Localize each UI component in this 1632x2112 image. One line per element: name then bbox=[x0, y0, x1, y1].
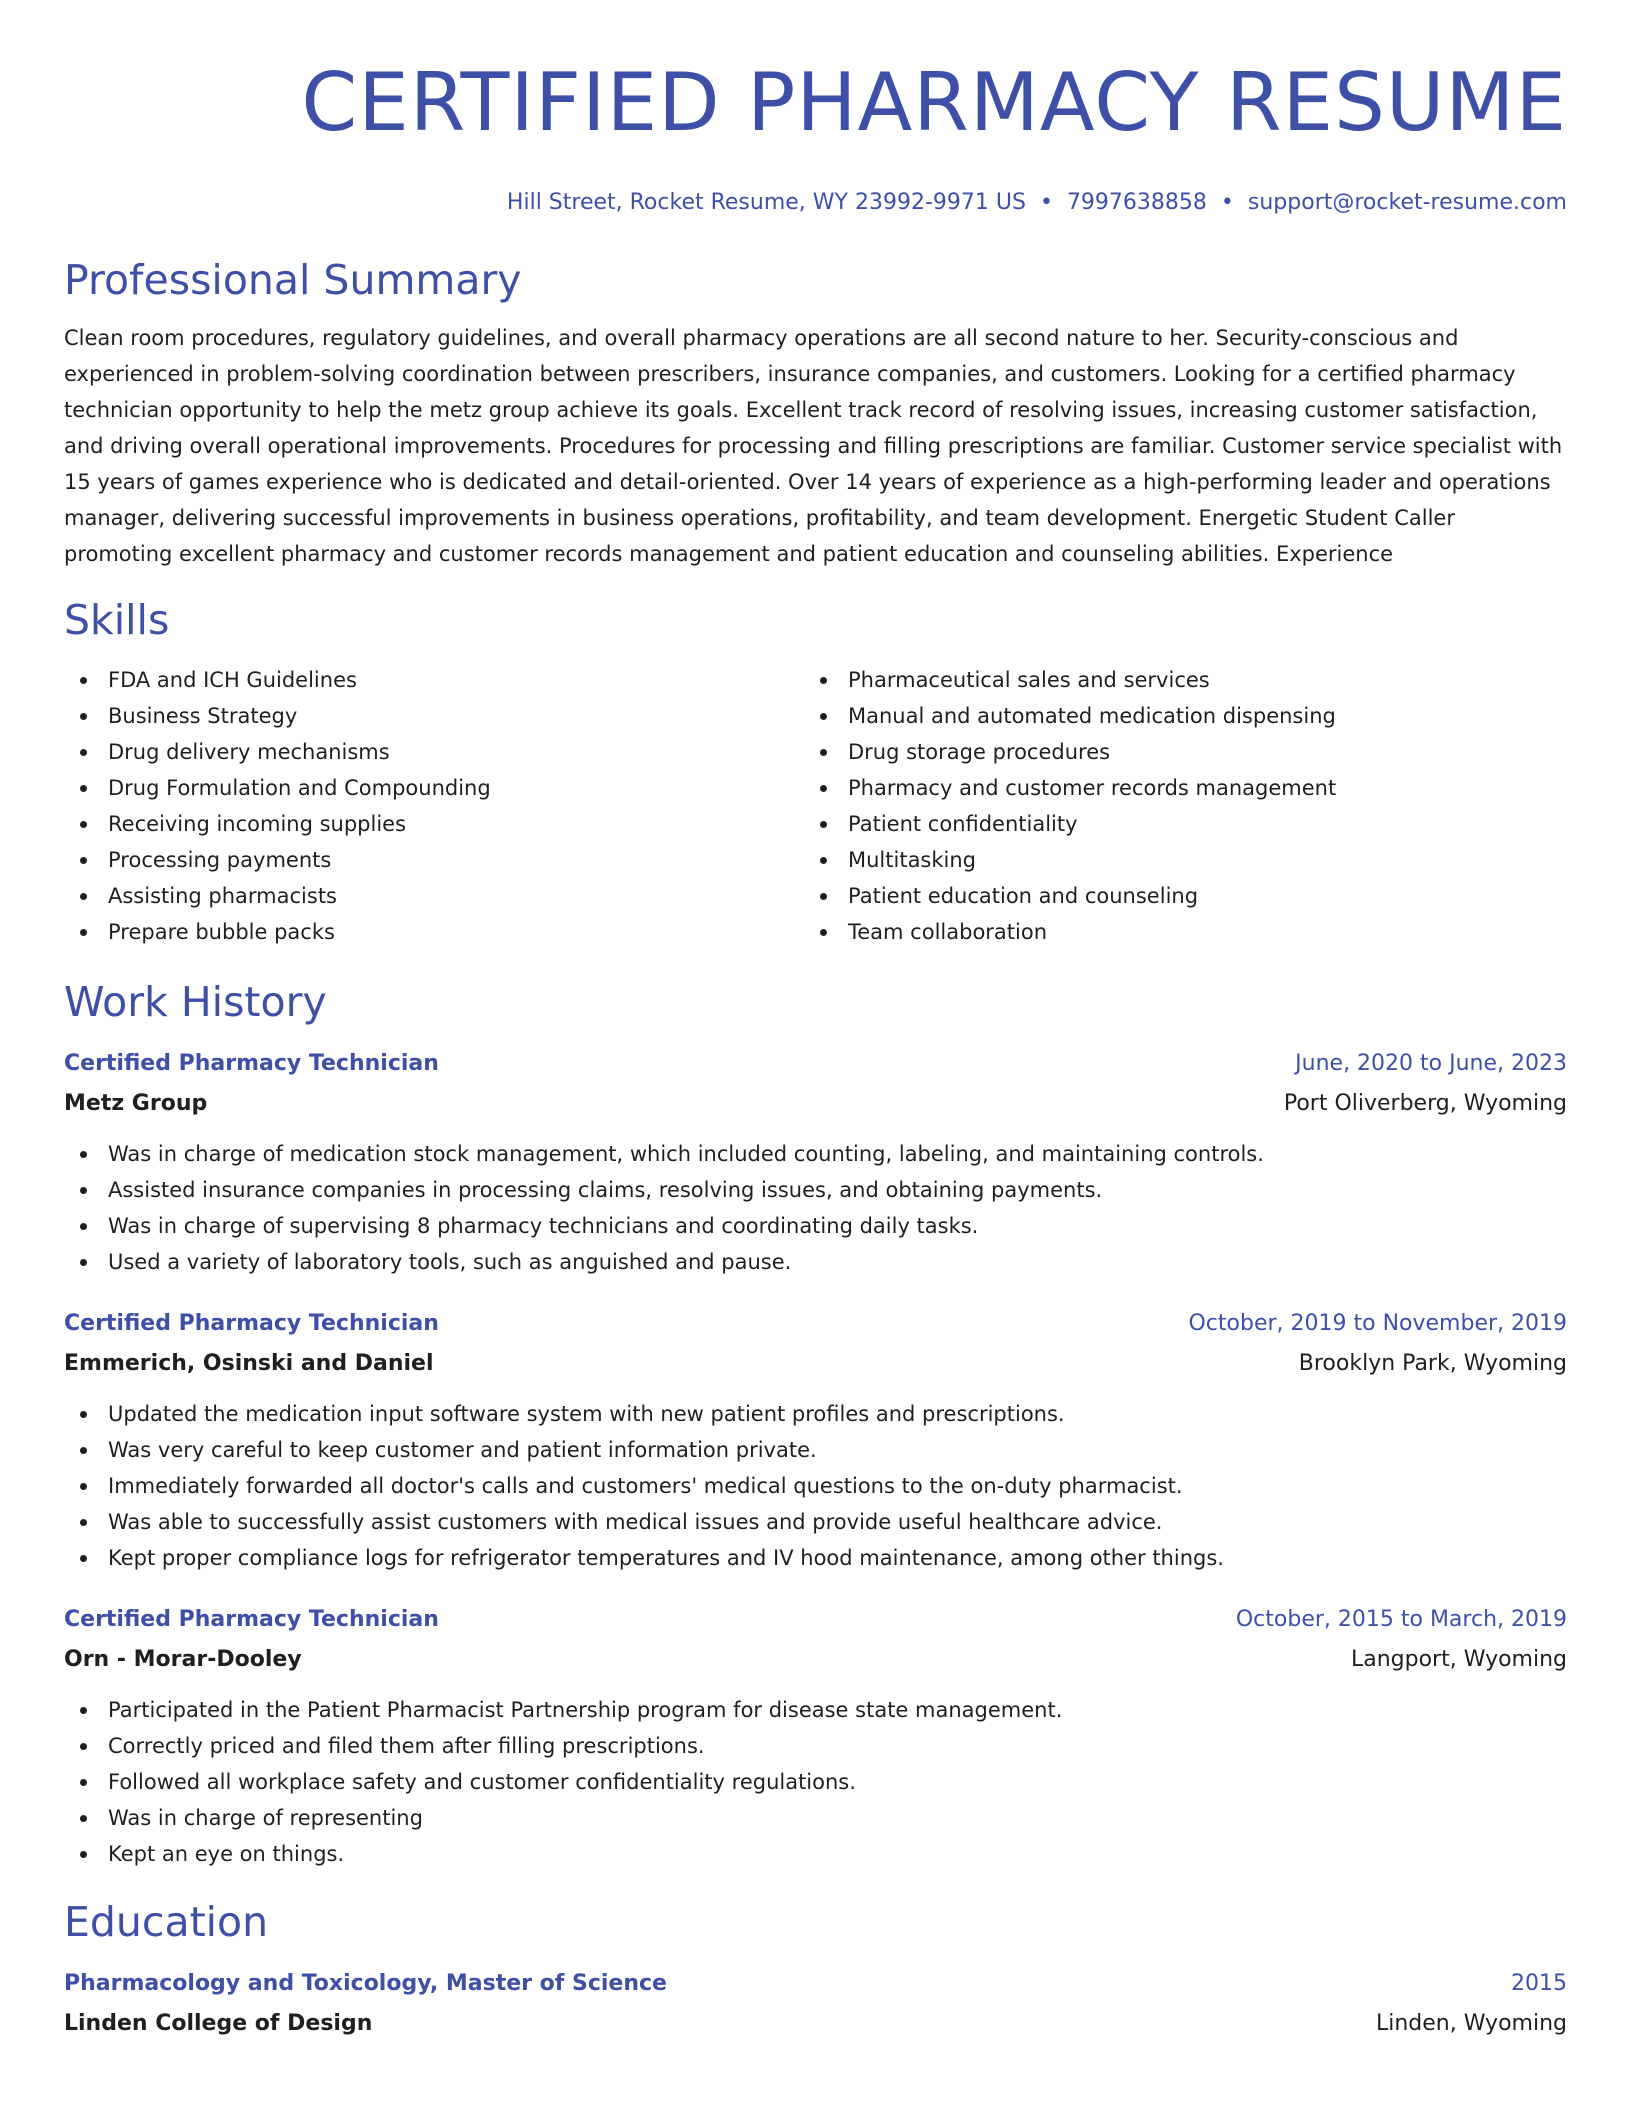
education-heading: Education bbox=[64, 1898, 269, 1946]
job-bullet: Used a variety of laboratory tools, such as anguished and pause. bbox=[64, 1244, 1567, 1280]
job-dates: October, 2019 to November, 2019 bbox=[1188, 1311, 1567, 1336]
work-history-heading: Work History bbox=[64, 978, 327, 1026]
job-bullet: Followed all workplace safety and customer confidentiality regulations. bbox=[64, 1764, 1567, 1800]
skill-item: FDA and ICH Guidelines bbox=[64, 662, 804, 698]
job-bullet: Was in charge of representing bbox=[64, 1800, 1567, 1836]
job-bullet: Was very careful to keep customer and patient information private. bbox=[64, 1432, 1567, 1468]
job-entry bbox=[64, 1600, 1567, 1872]
job-entry bbox=[64, 1304, 1567, 1576]
job-header-row bbox=[64, 1044, 1567, 1084]
job-title: Certified Pharmacy Technician bbox=[64, 1051, 439, 1076]
contact-phone: 7997638858 bbox=[1066, 190, 1207, 215]
job-title: Certified Pharmacy Technician bbox=[64, 1607, 439, 1632]
job-bullet: Participated in the Patient Pharmacist Partnership program for disease state management. bbox=[64, 1692, 1567, 1728]
skill-item: Drug Formulation and Compounding bbox=[64, 770, 804, 806]
skills-list-right bbox=[804, 662, 1544, 950]
job-entry bbox=[64, 1044, 1567, 1280]
skill-item: Assisting pharmacists bbox=[64, 878, 804, 914]
job-bullets bbox=[64, 1692, 1567, 1872]
job-company-row bbox=[64, 1640, 1567, 1680]
education-school-row bbox=[64, 2004, 1567, 2044]
skill-item: Team collaboration bbox=[804, 914, 1544, 950]
contact-separator: • bbox=[1039, 190, 1053, 215]
skills-list-left bbox=[64, 662, 804, 950]
job-bullets bbox=[64, 1136, 1567, 1280]
job-company-row bbox=[64, 1344, 1567, 1384]
job-bullet: Assisted insurance companies in processing claims, resolving issues, and obtaining payments. bbox=[64, 1172, 1567, 1208]
job-bullet: Updated the medication input software system with new patient profiles and prescriptions. bbox=[64, 1396, 1567, 1432]
skill-item: Pharmaceutical sales and services bbox=[804, 662, 1544, 698]
skill-item: Receiving incoming supplies bbox=[64, 806, 804, 842]
job-bullets bbox=[64, 1396, 1567, 1576]
contact-line bbox=[64, 188, 1567, 218]
job-bullet: Correctly priced and filed them after filling prescriptions. bbox=[64, 1728, 1567, 1764]
job-bullet: Immediately forwarded all doctor's calls and customers' medical questions to the on-duty pharmacist. bbox=[64, 1468, 1567, 1504]
skill-item: Business Strategy bbox=[64, 698, 804, 734]
skill-item: Prepare bubble packs bbox=[64, 914, 804, 950]
job-header-row bbox=[64, 1304, 1567, 1344]
skill-item: Multitasking bbox=[804, 842, 1544, 878]
education-location: Linden, Wyoming bbox=[1375, 2011, 1567, 2036]
skill-item: Drug storage procedures bbox=[804, 734, 1544, 770]
job-bullet: Kept an eye on things. bbox=[64, 1836, 1567, 1872]
job-company: Metz Group bbox=[64, 1091, 208, 1116]
education-year: 2015 bbox=[1511, 1971, 1567, 1996]
job-bullet: Kept proper compliance logs for refrigerator temperatures and IV hood maintenance, among other things. bbox=[64, 1540, 1567, 1576]
job-location: Langport, Wyoming bbox=[1350, 1647, 1567, 1672]
job-company-row bbox=[64, 1084, 1567, 1124]
summary-heading: Professional Summary bbox=[64, 256, 522, 304]
job-title: Certified Pharmacy Technician bbox=[64, 1311, 439, 1336]
job-company: Orn - Morar-Dooley bbox=[64, 1647, 302, 1672]
skill-item: Drug delivery mechanisms bbox=[64, 734, 804, 770]
skill-item: Processing payments bbox=[64, 842, 804, 878]
resume-title: CERTIFIED PHARMACY RESUME bbox=[301, 56, 1567, 149]
contact-address: Hill Street, Rocket Resume, WY 23992-9971 US bbox=[506, 190, 1026, 215]
job-header-row bbox=[64, 1600, 1567, 1640]
job-dates: June, 2020 to June, 2023 bbox=[1295, 1051, 1567, 1076]
contact-email: support@rocket-resume.com bbox=[1247, 190, 1567, 215]
skills-heading: Skills bbox=[64, 596, 170, 644]
skill-item: Patient education and counseling bbox=[804, 878, 1544, 914]
job-company: Emmerich, Osinski and Daniel bbox=[64, 1351, 434, 1376]
education-entry bbox=[64, 1964, 1567, 2044]
education-school: Linden College of Design bbox=[64, 2011, 373, 2036]
skill-item: Patient confidentiality bbox=[804, 806, 1544, 842]
skills-grid bbox=[64, 662, 1567, 950]
contact-separator: • bbox=[1220, 190, 1234, 215]
education-header-row bbox=[64, 1964, 1567, 2004]
skill-item: Manual and automated medication dispensing bbox=[804, 698, 1544, 734]
job-bullet: Was in charge of medication stock management, which included counting, labeling, and maintaining controls. bbox=[64, 1136, 1567, 1172]
job-location: Brooklyn Park, Wyoming bbox=[1298, 1351, 1567, 1376]
education-degree: Pharmacology and Toxicology, Master of Science bbox=[64, 1971, 667, 1996]
summary-text: Clean room procedures, regulatory guidelines, and overall pharmacy operations are all second nature to her. Security-conscious and experienced in problem-solving coordination between prescribers, insurance companies, and customers. Looking for a certified pharmacy technician opportunity to help the metz group achieve its goals. Excellent track record of resolving issues, increasing customer satisfaction, and driving overall operational improvements. Procedures for processing and filling prescriptions are familiar. Customer service specialist with 15 years of games experience who is dedicated and detail-oriented. Over 14 years of experience as a high-performing leader and operations manager, delivering successful improvements in business operations, profitability, and team development. Energetic Student Caller promoting excellent pharmacy and customer records management and patient education and counseling abilities. Experience bbox=[64, 326, 1563, 566]
job-bullet: Was able to successfully assist customers with medical issues and provide useful healthcare advice. bbox=[64, 1504, 1567, 1540]
job-bullet: Was in charge of supervising 8 pharmacy technicians and coordinating daily tasks. bbox=[64, 1208, 1567, 1244]
job-dates: October, 2015 to March, 2019 bbox=[1235, 1607, 1567, 1632]
skill-item: Pharmacy and customer records management bbox=[804, 770, 1544, 806]
job-location: Port Oliverberg, Wyoming bbox=[1283, 1091, 1567, 1116]
